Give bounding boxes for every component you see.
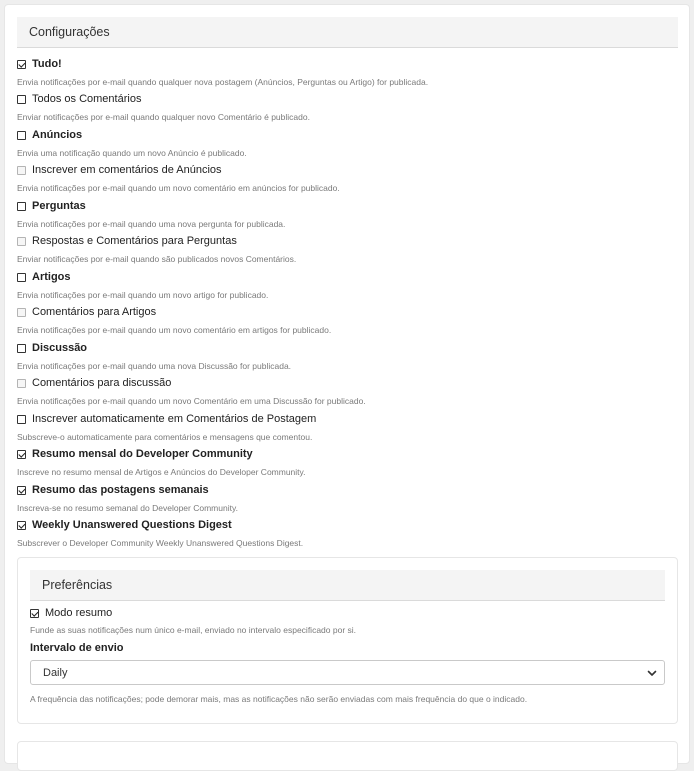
option-description: Funde as suas notificações num único e-mail, enviado no intervalo especificado por si. (30, 625, 357, 635)
option-description: Envia notificações por e-mail quando um novo artigo for publicado. (17, 290, 269, 300)
option-weekly-digest[interactable] (17, 483, 209, 497)
option-announcement-comments[interactable] (17, 163, 222, 177)
checkbox[interactable] (17, 237, 26, 246)
settings-title: Configurações (29, 25, 110, 39)
option-description: Enviar notificações por e-mail quando qualquer novo Comentário é publicado. (17, 112, 310, 122)
option-description: Envia uma notificação quando um novo Anúncio é publicado. (17, 148, 247, 158)
option-label: Inscrever em comentários de Anúncios (32, 164, 222, 176)
option-description: Envia notificações por e-mail quando um novo Comentário em uma Discussão for publicado. (17, 396, 366, 406)
interval-value: Daily (43, 667, 68, 679)
option-auto-subscribe[interactable] (17, 412, 316, 426)
checkbox[interactable] (17, 379, 26, 388)
option-label: Inscrever automaticamente em Comentários de Postagem (32, 413, 317, 425)
checkbox[interactable] (17, 521, 26, 530)
option-label: Discussão (32, 342, 88, 354)
next-section-card (17, 741, 678, 771)
preferences-header (30, 570, 665, 601)
option-question-answers[interactable] (17, 234, 237, 248)
checkbox[interactable] (17, 95, 26, 104)
option-questions[interactable] (17, 199, 86, 213)
option-all[interactable] (17, 57, 62, 71)
checkbox[interactable] (30, 609, 39, 618)
option-article-comments[interactable] (17, 305, 156, 319)
option-label: Perguntas (32, 200, 86, 212)
option-announcements[interactable] (17, 128, 82, 142)
option-articles[interactable] (17, 270, 71, 284)
option-description: Enviar notificações por e-mail quando são publicados novos Comentários. (17, 254, 297, 264)
option-label: Modo resumo (45, 607, 113, 619)
settings-header (17, 17, 678, 48)
checkbox[interactable] (17, 166, 26, 175)
interval-label: Intervalo de envio (30, 642, 124, 654)
option-description: Envia notificações por e-mail quando uma nova Discussão for publicada. (17, 361, 292, 371)
option-label: Comentários para Artigos (32, 306, 157, 318)
checkbox[interactable] (17, 415, 26, 424)
option-label: Resumo das postagens semanais (32, 484, 209, 496)
checkbox[interactable] (17, 344, 26, 353)
checkbox[interactable] (17, 202, 26, 211)
option-label: Respostas e Comentários para Perguntas (32, 235, 237, 247)
settings-card (4, 4, 690, 764)
preferences-title: Preferências (42, 578, 113, 592)
checkbox[interactable] (17, 486, 26, 495)
interval-help: A frequência das notificações; pode demorar mais, mas as notificações não serão enviadas com mais frequência do que o indicado. (30, 694, 528, 704)
option-description: Subscreve-o automaticamente para comentários e mensagens que comentou. (17, 432, 313, 442)
checkbox[interactable] (17, 450, 26, 459)
option-label: Resumo mensal do Developer Community (32, 448, 253, 460)
option-label: Weekly Unanswered Questions Digest (32, 519, 232, 531)
option-description: Inscreva-se no resumo semanal do Developer Community. (17, 503, 238, 513)
option-description: Subscrever o Developer Community Weekly Unanswered Questions Digest. (17, 538, 304, 548)
option-summary-mode[interactable] (30, 606, 112, 620)
checkbox[interactable] (17, 273, 26, 282)
option-description: Inscreve no resumo mensal de Artigos e Anúncios do Developer Community. (17, 467, 306, 477)
checkbox[interactable] (17, 308, 26, 317)
option-label: Tudo! (32, 58, 62, 70)
checkbox[interactable] (17, 131, 26, 140)
option-description: Envia notificações por e-mail quando um novo comentário em artigos for publicado. (17, 325, 332, 335)
option-discussion[interactable] (17, 341, 87, 355)
option-label: Anúncios (32, 129, 83, 141)
option-unanswered-digest[interactable] (17, 518, 232, 532)
option-description: Envia notificações por e-mail quando qualquer nova postagem (Anúncios, Perguntas ou Artigo) for publicada. (17, 77, 429, 87)
chevron-down-icon (646, 667, 658, 679)
option-description: Envia notificações por e-mail quando um novo comentário em anúncios for publicado. (17, 183, 340, 193)
option-all-comments[interactable] (17, 92, 141, 106)
checkbox[interactable] (17, 60, 26, 69)
interval-select[interactable] (30, 660, 665, 685)
option-discussion-comments[interactable] (17, 376, 171, 390)
option-description: Envia notificações por e-mail quando uma nova pergunta for publicada. (17, 219, 286, 229)
option-label: Comentários para discussão (32, 377, 172, 389)
option-label: Artigos (32, 271, 71, 283)
option-label: Todos os Comentários (32, 93, 142, 105)
option-monthly-digest[interactable] (17, 447, 253, 461)
preferences-card (17, 557, 678, 724)
